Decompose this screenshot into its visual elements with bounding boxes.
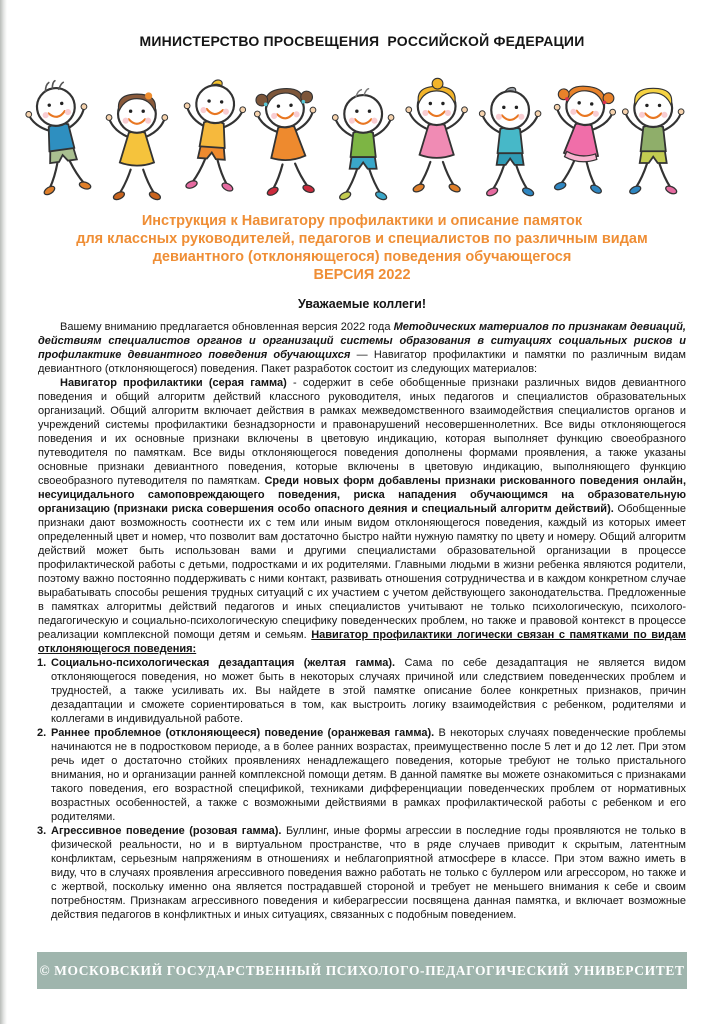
list-item-number: 3. [37,825,47,837]
list-item [38,656,686,726]
text-segment: Обобщенные признаки дают возможность соотнести их с тем или иным видом отклоняющегося поведения, каждый из которых имеет определенный цвет и номер, что позволит вам достаточно быстро найти нужную памятку по цвету и номеру. Общий алгоритм действий может быть использован вами и другими специалистами образовательной организации в процессе профилактической работы с детьми, подростками и их родителями. Главными людьми в жизни ребенка являются родители, поэтому важно постоянно поддерживать с ними контакт, развивать отношения сотрудничества и в каждом конкретном случае вырабатывать способы решения трудных ситуаций с их участием с учетом действующего законодательства. Предложенные в памятках алгоритмы действий педагогов и иных специалистов учитывают не только психологическую, психолого-педагогическую и социально-психологическую специфику поведенческих проблем, но также и правовой контекст в процессе реализации комплексной помощи детям и семьям. [38,503,687,641]
title-line-1: Инструкция к Навигатору профилактики и описание памяток [141,213,583,229]
list-item [38,824,686,922]
text-segment: Навигатор профилактики логически связан с памятками по видам отклоняющегося поведения: [38,629,686,655]
list-item [38,726,686,824]
text-segment: — Навигатор профилактики и памятки по различным видам девиантного (отклоняющегося) поведения. Пакет разработок состоит из следующих материалов: [38,349,686,375]
text-segment: Сама по себе дезадаптация не является видом отклоняющегося поведения, но может быть в некоторых случаях причиной или следствием поведенческих проблем и трудностей, а также усиливать их. Вы найдете в этой памятке описание более конкретных признаков, причин дезадаптации и сможете сориентироваться в том, как выстроить логику взаимодействия с ребенком, родителями и коллегами в индивидуальной работе. [51,657,686,725]
body-text [38,320,686,922]
ministry-header: МИНИСТЕРСТВО ПРОСВЕЩЕНИЯ РОССИЙСКОЙ ФЕДЕРАЦИИ [139,33,585,49]
text-segment: Агрессивное поведение (розовая гамма). [51,825,282,837]
paragraph [38,320,686,376]
page-scan-edge [0,0,7,1024]
list-item-number: 1. [37,657,47,669]
text-segment: Среди новых форм добавлены признаки рискованного поведения онлайн, несуицидального самоповреждающего поведения, риска нападения обучающимся на образовательную организацию (признаки риска совершения особо опасного деяния и специальный алгоритм действий). [38,475,686,515]
title-line-2: для классных руководителей, педагогов и специалистов по различным видам [76,231,648,247]
paragraphs [38,320,686,656]
title-line-4: ВЕРСИЯ 2022 [313,267,411,283]
text-segment: Навигатор профилактики (серая гамма) [60,377,287,389]
numbered-list [38,656,686,922]
text-segment: - содержит в себе обобщенные признаки различных видов девиантного поведения и общий алгоритм действий классного руководителя, иных педагогов и специалистов образовательных организаций. Общий алгоритм включает действия в рамках межведомственного взаимодействия специалистов органов и учреждений системы профилактики безнадзорности и правонарушений несовершеннолетних. Все виды отклоняющегося поведения и их основные признаки включены в цветовую индикацию, которая выполняет функцию своеобразного путеводителя по памяткам. Все виды отклоняющегося поведения дополнены формами проявления, а также указаны основные признаки девиантного поведения, которые включены в цветовую индикацию, выполняющего функцию своеобразного путеводителя по памяткам. [38,377,686,487]
text-segment: Методических материалов по признакам девиаций, действиям специалистов органов и организаций системы образования в ситуациях социальных рисков и профилактике девиантного поведения обучающихся [38,321,686,361]
paragraph [38,376,686,656]
text-segment: Вашему вниманию предлагается обновленная версия 2022 года [60,321,394,333]
list-item-number: 2. [37,727,47,739]
page-title [0,212,724,284]
text-segment: Социально-психологическая дезадаптация (желтая гамма). [51,657,396,669]
title-line-3: девиантного (отклоняющегося) поведения обучающегося [152,249,572,265]
text-segment: В некоторых случаях поведенческие проблемы начинаются не в подростковом периоде, а в более ранних возрастах, преимущественно после 5 лет и до 12 лет. При этом речь идет о достаточно стойких проявлениях ненадлежащего поведения, которые требуют не только пристального внимания, но и организации ранней комплексной помощи детям. В данной памятке вы можете ознакомиться с признаками такого поведения, его возрастной спецификой, техниками дифференциации поведенческих проблем от нормативных возрастных особенностей, а также с возможными действиями в рамках профилактической работы с ребенком и его родителями. [51,727,686,823]
greeting: Уважаемые коллеги! [297,297,426,311]
footer-text: © МОСКОВСКИЙ ГОСУДАРСТВЕННЫЙ ПСИХОЛОГО-ПЕДАГОГИЧЕСКИЙ УНИВЕРСИТЕТ [39,962,685,978]
footer-bar [37,952,687,989]
text-segment: Раннее проблемное (отклоняющееся) поведение (оранжевая гамма). [51,727,435,739]
text-segment: Буллинг, иные формы агрессии в последние годы проявляются не только в физической реальности, но и в виртуальном пространстве, что в ряде случаев приводит к скрытым, латентным конфликтам, серьезным напряжениям в отношениях и неблагоприятной атмосфере в классе. При этом важно иметь в виду, что в случаях проявления агрессивного поведения важно работать не только с буллером или агрессором, но также и с жертвой, поскольку именно она является пострадавшей стороной и требует не меньшего внимания к себе и своим потребностям. Признакам агрессивного поведения и киберагрессии посвящена данная памятка, и включает возможные действия педагогов в конфликтных и иных ситуациях, связанных с подобным поведением. [51,825,687,921]
children-illustration [12,54,712,204]
